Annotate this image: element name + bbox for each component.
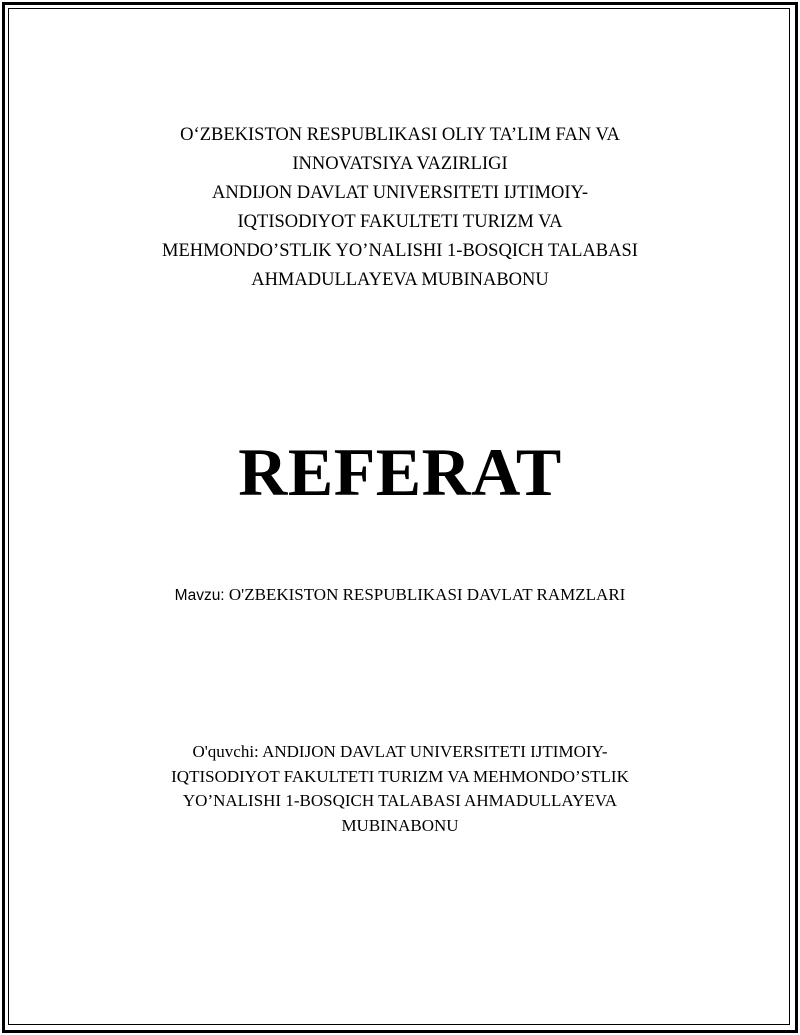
header-line: MEHMONDO’STLIK YO’NALISHI 1-BOSQICH TALABASI <box>162 241 638 261</box>
topic-line <box>0 582 800 609</box>
student-line: YO’NALISHI 1-BOSQICH TALABASI AHMADULLAYEVA <box>182 791 618 810</box>
topic-text: O'ZBEKISTON RESPUBLIKASI DAVLAT RAMZLARI <box>228 585 626 604</box>
document-title: REFERAT <box>238 434 562 510</box>
header-line: ANDIJON DAVLAT UNIVERSITETI IJTIMOIY- <box>212 183 588 203</box>
header-line: AHMADULLAYEVA MUBINABONU <box>251 270 549 290</box>
student-line: MUBINABONU <box>341 815 459 835</box>
student-line: O'quvchi: ANDIJON DAVLAT UNIVERSITETI IJTIMOIY- <box>192 742 608 761</box>
student-line: IQTISODIYOT FAKULTETI TURIZM VA MEHMONDO’STLIK <box>171 766 629 786</box>
student-info <box>0 740 800 838</box>
topic-label: Mavzu: <box>174 587 225 604</box>
institution-header <box>0 121 800 295</box>
header-line: INNOVATSIYA VAZIRLIGI <box>292 154 508 174</box>
header-line: IQTISODIYOT FAKULTETI TURIZM VA <box>237 212 563 232</box>
header-line: O‘ZBEKISTON RESPUBLIKASI OLIY TA’LIM FAN VA <box>180 125 620 145</box>
